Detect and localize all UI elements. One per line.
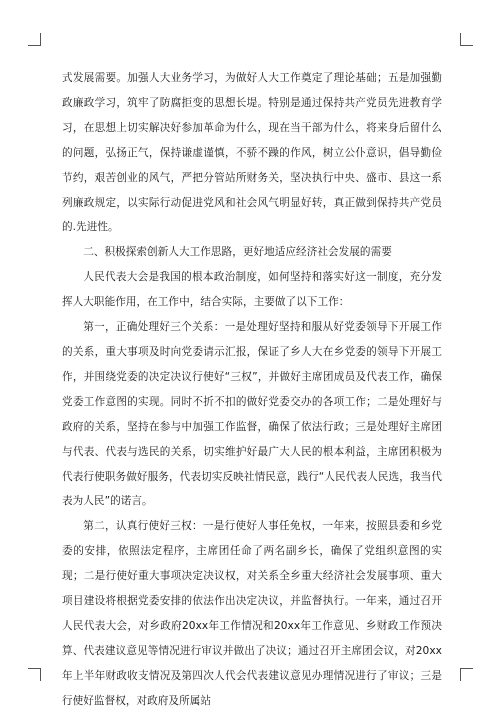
crop-mark-bottom-left <box>28 668 41 681</box>
paragraph-three-relations: 第一，正确处理好三个关系：一是处理好坚持和服从好党委领导下开展工作的关系，重大事项及时向党委请示汇报，保证了乡人大在乡党委的领导下开展工作，并围绕党委的决定决议行使好“三权”，并做好主席团成员及代表工作，确保党委工作意图的实现。同时不折不扣的做好党委交办的各项工作；二是处理好与政府的关系，坚持在参与中加强工作监督，确保了依法行政；三是处理好主席团与代表、代表与选民的关系，切实维护好最广大人民的根本利益，主席团积极为代表行使职务做好服务，代表切实反映社情民意，践行“人民代表人民选，我当代表为人民”的诺言。 <box>62 321 442 508</box>
crop-mark-top-left <box>28 33 41 46</box>
paragraph-intro: 人民代表大会是我国的根本政治制度，如何坚持和落实好这一制度，充分发挥人大职能作用，在工作中，结合实际，主要做了以下工作： <box>62 271 442 309</box>
crop-mark-bottom-right <box>460 668 473 681</box>
section-heading-innovation: 二、积极探索创新人大工作思路，更好地适应经济社会发展的需要 <box>83 246 392 259</box>
paragraph-study-summary: 式发展需要。加强人大业务学习，为做好人大工作奠定了理论基础；五是加强勤政廉政学习，筑牢了防腐拒变的思想长堤。特别是通过保持共产党员先进教育学习，在思想上切实解决好参加革命为什么，现在当干部为什么，将来身后留什么的问题，弘扬正气，保持谦虚谨慎，不骄不躁的作风，树立公仆意识，倡导勤俭节约，艰苦创业的风气，严把分管站所财务关，坚决执行中央、盛市、县这一系列廉政规定，以实际行动促进党风和社会风气明显好转，真正做到保持共产党员的.先进性。 <box>62 72 442 234</box>
crop-mark-top-right <box>460 33 473 46</box>
paragraph-three-powers: 第二，认真行使好三权：一是行使好人事任免权，一年来，按照县委和乡党委的安排，依照法定程序，主席团任命了两名副乡长，确保了党组织意图的实现；二是行使好重大事项决定决议权，对关系全乡重大经济社会发展事项、重大项目建设将根据党委安排的依法作出决定决议，并监督执行。一年来，通过召开人民代表大会，对乡政府20xx年工作情况和20xx年工作意见、乡财政工作预决算、代表建议意见等情况进行审议并做出了决议；通过召开主席团会议，对20xx年上半年财政收支情况及第四次人代会代表建议意见办理情况进行了审议；三是行使好监督权，对政府及所属站 <box>62 520 442 707</box>
document-body <box>62 66 442 714</box>
